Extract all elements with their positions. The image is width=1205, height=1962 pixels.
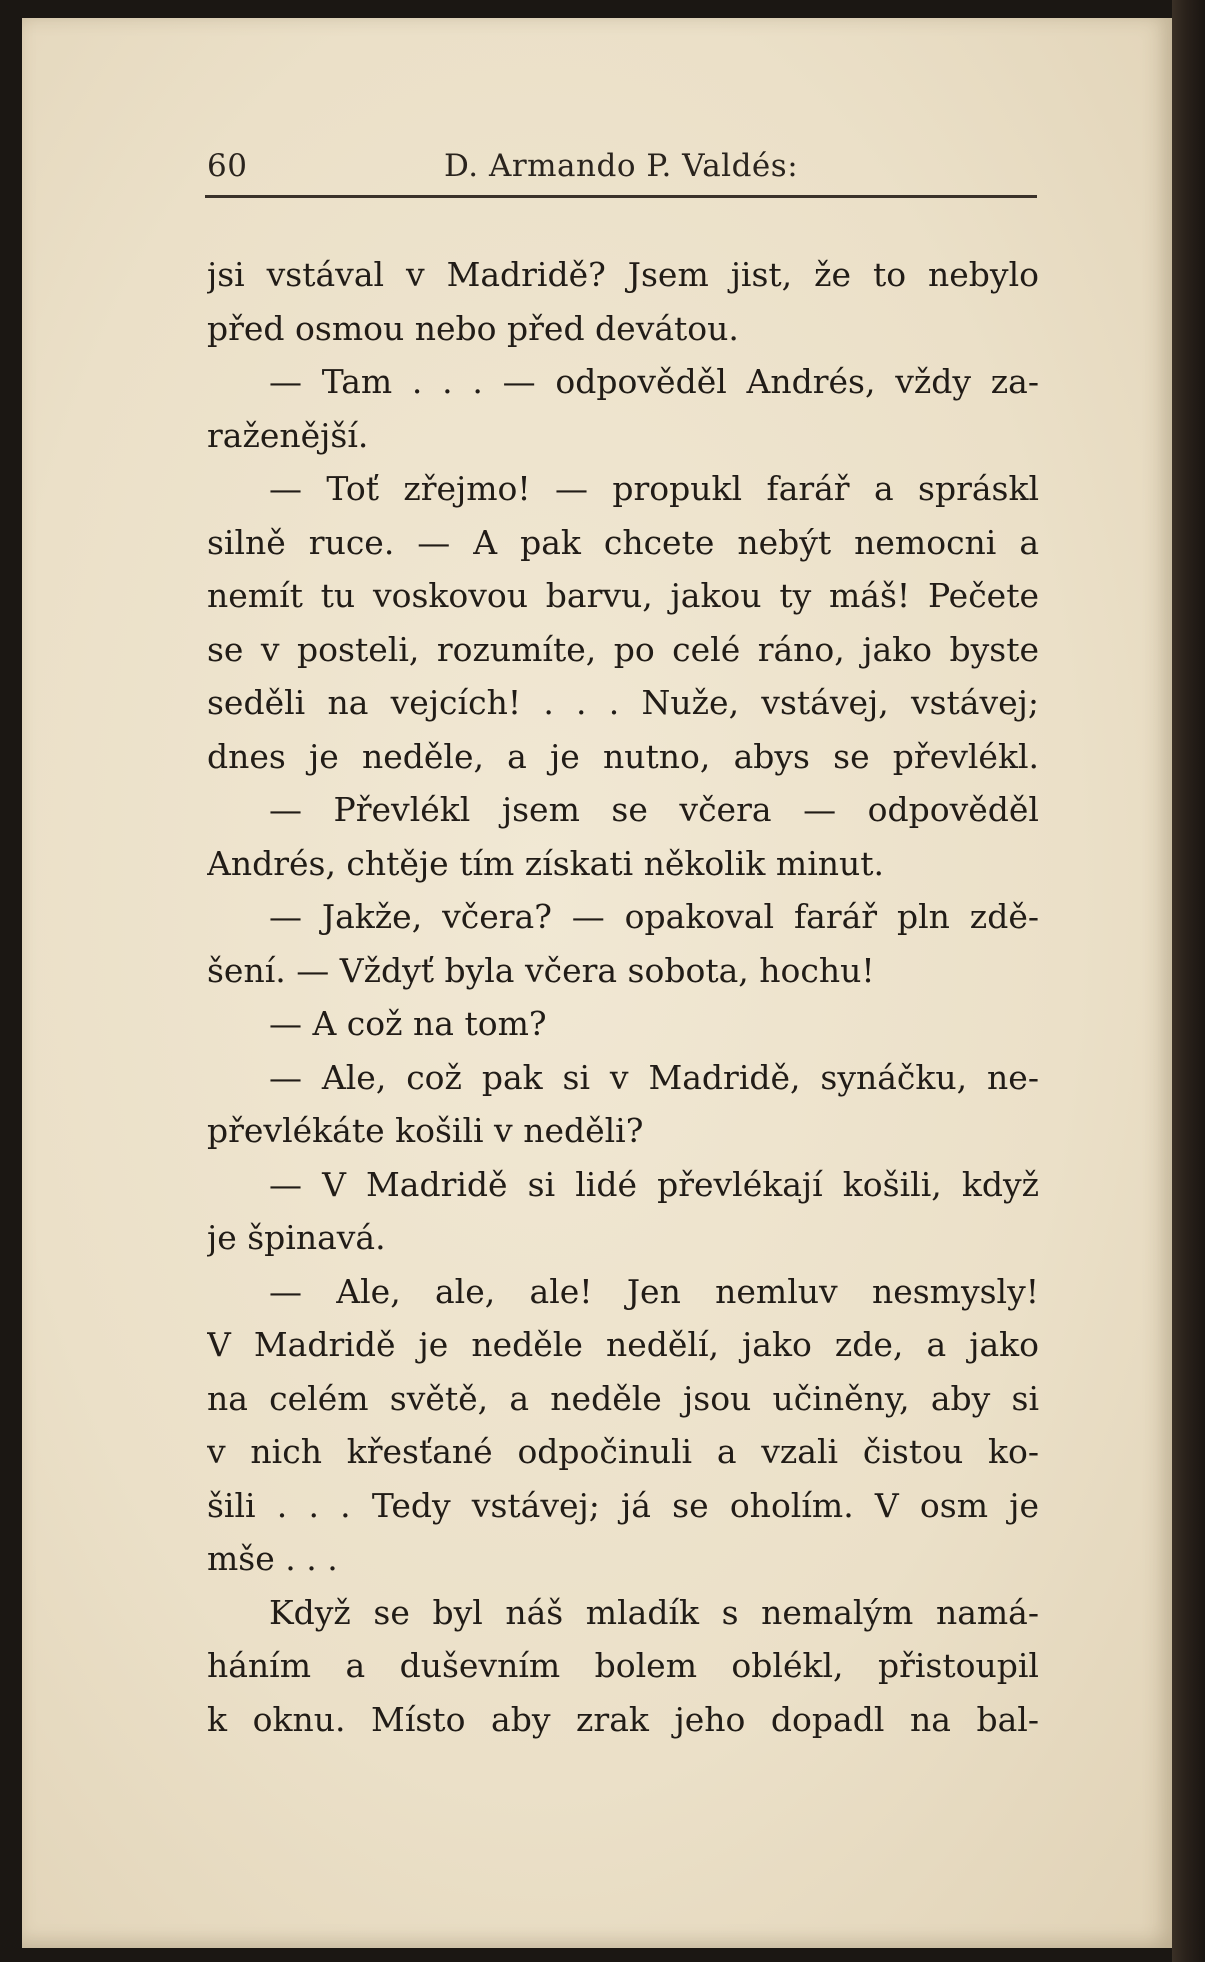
text-line: — A což na tom? xyxy=(269,1004,547,1043)
text-line: jsi vstával v Madridě? Jsem jist, že to nebylo xyxy=(207,255,1039,294)
text-line: šili . . . Tedy vstávej; já se oholím. V osm je xyxy=(207,1485,1039,1525)
text-line: V Madridě je neděle nedělí, jako zde, a jako xyxy=(207,1325,1039,1364)
text-line: raženější. xyxy=(207,415,369,455)
text-line: — Převlékl jsem se včera — odpověděl xyxy=(269,790,1039,829)
text-line: šení. — Vždyť byla včera sobota, hochu! xyxy=(207,950,875,990)
text-line: k oknu. Místo aby zrak jeho dopadl na bal- xyxy=(207,1699,1039,1739)
text-line: — Tam . . . — odpověděl Andrés, vždy za- xyxy=(269,362,1039,401)
text-line: dnes je neděle, a je nutno, abys se převlékl. xyxy=(207,736,1039,776)
page-number: 60 xyxy=(207,148,248,184)
header-rule xyxy=(205,195,1037,198)
text-line: háním a duševním bolem oblékl, přistoupil xyxy=(207,1646,1039,1685)
running-title: D. Armando P. Valdés: xyxy=(444,148,799,184)
text-line: se v posteli, rozumíte, po celé ráno, jako byste xyxy=(207,629,1039,669)
text-line: na celém světě, a neděle jsou učiněny, aby si xyxy=(207,1378,1039,1418)
text-line: — Ale, ale, ale! Jen nemluv nesmysly! xyxy=(269,1271,1039,1311)
text-line: Když se byl náš mladík s nemalým namá- xyxy=(269,1592,1039,1632)
text-line: — Ale, což pak si v Madridě, synáčku, ne- xyxy=(269,1057,1039,1097)
text-line: seděli na vejcích! . . . Nuže, vstávej, vstávej; xyxy=(207,683,1039,722)
text-line: v nich křesťané odpočinuli a vzali čistou ko- xyxy=(207,1432,1039,1471)
text-line: — V Madridě si lidé převlékají košili, když xyxy=(269,1164,1039,1204)
text-line: mše . . . xyxy=(207,1539,338,1578)
book-spine-edge xyxy=(1172,0,1205,1962)
page-header xyxy=(207,148,1037,188)
text-line: — Jakže, včera? — opakoval farář pln zdě- xyxy=(269,897,1039,936)
text-line: — Toť zřejmo! — propukl farář a spráskl xyxy=(269,469,1039,508)
text-line: před osmou nebo před devátou. xyxy=(207,308,739,348)
text-line: je špinavá. xyxy=(207,1218,386,1257)
text-line: převlékáte košili v neděli? xyxy=(207,1111,644,1150)
text-line: silně ruce. — A pak chcete nebýt nemocni a xyxy=(207,522,1039,562)
body-text xyxy=(207,248,1039,1746)
text-line: nemít tu voskovou barvu, jakou ty máš! Pečete xyxy=(207,576,1039,615)
text-line: Andrés, chtěje tím získati několik minut. xyxy=(207,843,884,883)
